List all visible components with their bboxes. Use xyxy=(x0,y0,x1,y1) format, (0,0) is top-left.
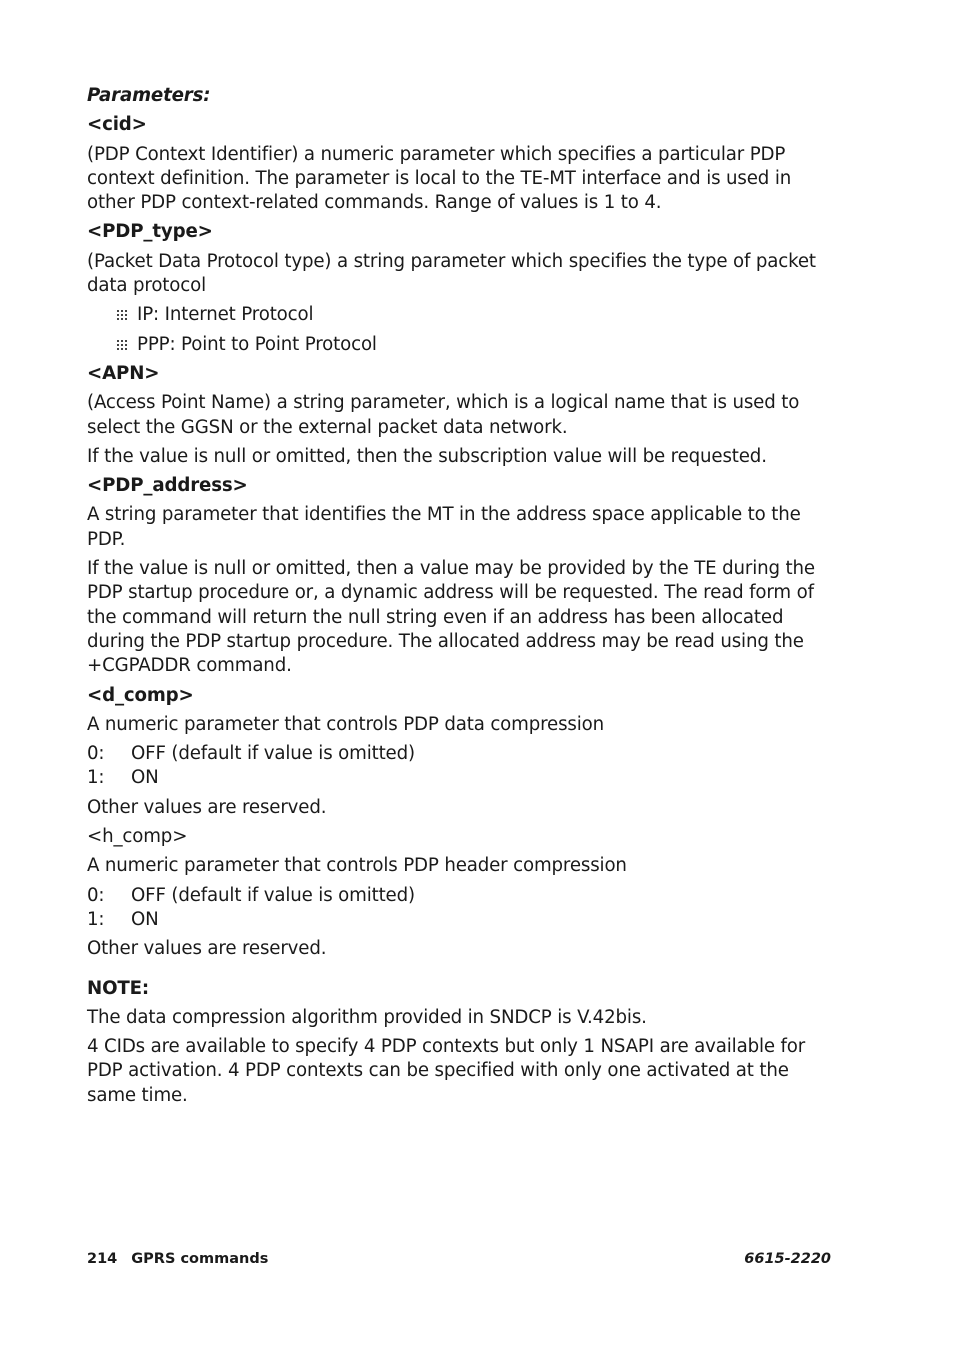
param-pdp-address-null-note: If the value is null or omitted, then a value may be provided by the TE during the PDP startup procedure or, a dynamic address will be requested. The read form of the command will return the null string even if an address has been allocated during the PDP startup procedure. The allocated address may be read using the +CGPADDR command. xyxy=(87,558,815,677)
option-value: ON xyxy=(131,767,159,789)
option-value: OFF (default if value is omitted) xyxy=(131,884,415,906)
footer-left xyxy=(87,1251,268,1267)
d-comp-options xyxy=(87,742,835,791)
note-paragraph-1: The data compression algorithm provided in SNDCP is V.42bis. xyxy=(87,1006,647,1028)
note-heading: NOTE: xyxy=(87,977,150,999)
bullet-item xyxy=(87,303,835,327)
param-d-comp-name: <d_comp> xyxy=(87,684,194,706)
option-row xyxy=(87,908,835,932)
h-comp-reserved-note: Other values are reserved. xyxy=(87,938,327,960)
option-value: OFF (default if value is omitted) xyxy=(131,743,415,765)
option-row xyxy=(87,884,835,908)
param-pdp-address-description: A string parameter that identifies the MT in the address space applicable to the PDP. xyxy=(87,504,801,550)
bullet-text: PPP: Point to Point Protocol xyxy=(137,333,377,355)
bullet-grid-icon xyxy=(117,310,129,322)
note-paragraph-2: 4 CIDs are available to specify 4 PDP contexts but only 1 NSAPI are available for PDP activation. 4 PDP contexts can be specified with only one activated at the same time. xyxy=(87,1036,806,1106)
parameters-heading: Parameters: xyxy=(87,85,211,106)
option-key: 1: xyxy=(87,767,105,789)
section-title: GPRS commands xyxy=(131,1251,269,1267)
option-value: ON xyxy=(131,908,159,930)
param-apn-name: <APN> xyxy=(87,362,160,384)
d-comp-reserved-note: Other values are reserved. xyxy=(87,796,327,818)
page-number: 214 xyxy=(87,1251,118,1267)
param-cid-name: <cid> xyxy=(87,114,147,136)
bullet-text: IP: Internet Protocol xyxy=(137,304,314,326)
document-id: 6615-2220 xyxy=(744,1251,831,1267)
param-apn-description: (Access Point Name) a string parameter, which is a logical name that is used to select the GGSN or the external packet data network. xyxy=(87,392,800,438)
bullet-item xyxy=(87,333,835,357)
param-h-comp-description: A numeric parameter that controls PDP header compression xyxy=(87,855,627,877)
option-row xyxy=(87,766,835,790)
param-h-comp-name: <h_comp> xyxy=(87,826,188,848)
page-content xyxy=(87,84,835,1113)
param-cid-description: (PDP Context Identifier) a numeric parameter which specifies a particular PDP context definition. The parameter is local to the TE-MT interface and is used in other PDP context-related commands. Range of values is 1 to 4. xyxy=(87,143,792,214)
bullet-grid-icon xyxy=(117,340,129,352)
param-pdp-type-description: (Packet Data Protocol type) a string parameter which specifies the type of packet data protocol xyxy=(87,250,816,297)
page-footer xyxy=(87,1251,831,1267)
option-key: 1: xyxy=(87,908,105,930)
option-row xyxy=(87,742,835,766)
option-key: 0: xyxy=(87,743,105,765)
h-comp-options xyxy=(87,884,835,933)
param-pdp-address-name: <PDP_address> xyxy=(87,475,248,497)
option-key: 0: xyxy=(87,884,105,906)
param-d-comp-description: A numeric parameter that controls PDP data compression xyxy=(87,713,604,735)
param-pdp-type-name: <PDP_type> xyxy=(87,221,213,243)
param-apn-null-note: If the value is null or omitted, then the subscription value will be requested. xyxy=(87,445,767,467)
